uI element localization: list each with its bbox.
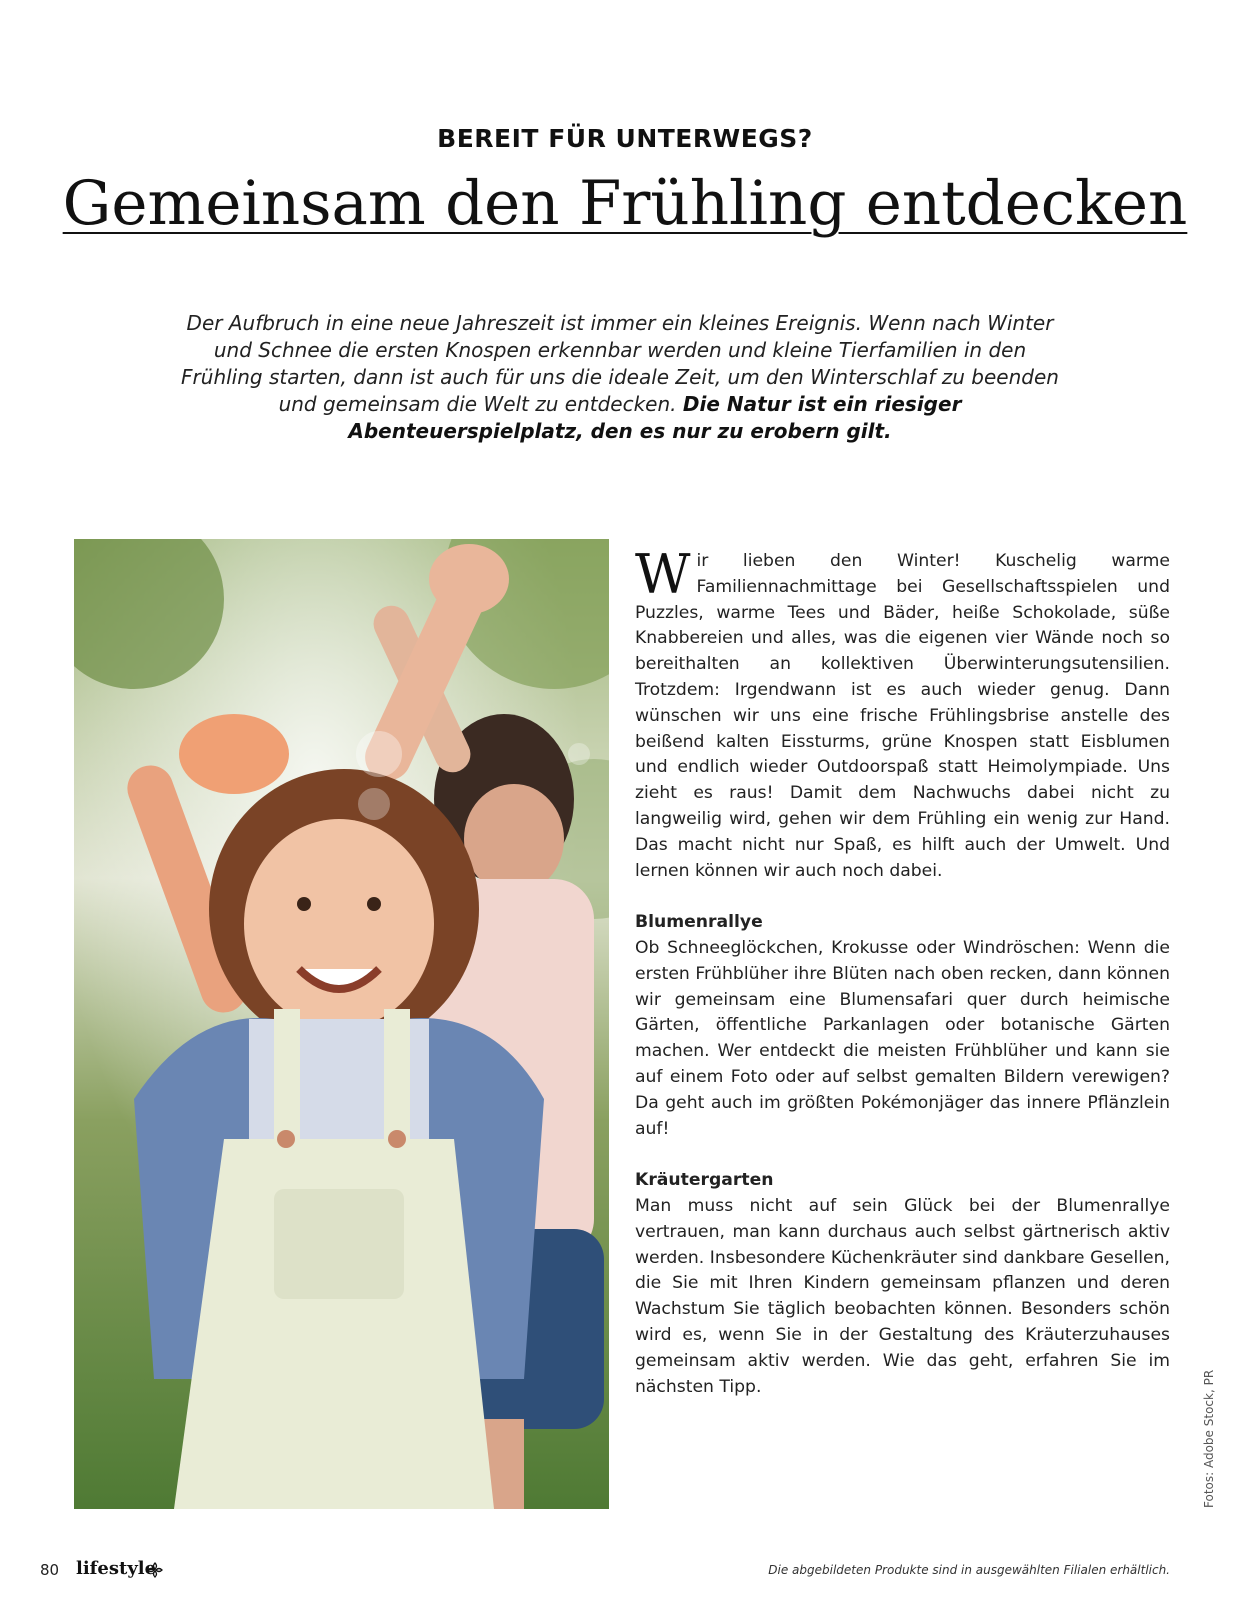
section-body-blumenrallye: Ob Schneeglöckchen, Krokusse oder Windröschen: Wenn die ersten Frühblüher ihre Blüten nach oben recken, dann können wir gemeinsam eine Blumensafari quer durch heimische Gärten, öffentliche Parkanlagen oder botanische Gärten machen. Wer entdeckt die meisten Frühblüher und kann sie auf einem Foto oder auf selbst gemalten Bildern verewigen? Da geht auch im größten Pokémonjäger das innere Pflänzlein auf! bbox=[635, 937, 1170, 1139]
article-body bbox=[635, 543, 1170, 1400]
page-title bbox=[0, 168, 1250, 240]
intro-paragraph bbox=[635, 543, 1170, 884]
intro-text: ir lieben den Winter! Kuschelig warme Familiennachmittage bei Gesellschaftsspielen und Puzzles, warme Tees und Bäder, heiße Schokolade, süße Knabbereien und alles, was die eigenen vier Wände noch so bereithalten an kollektiven Überwinterungsutensilien. Trotzdem: Irgendwann ist es auch wieder genug. Dann wünschen wir uns eine frische Frühlingsbrise anstelle des beißend kalten Eissturms, grüne Knospen statt Eisblumen und endlich wieder Outdoorspaß statt Heimolympiade. Uns zieht es raus! Damit dem Nachwuchs dabei nicht zu langweilig wird, gehen wir dem Frühling ein wenig zur Hand. Das macht nicht nur Spaß, es hilft auch der Umwelt. Und lernen können wir auch noch dabei. bbox=[635, 551, 1170, 881]
footer-note: Die abgebildeten Produkte sind in ausgewählten Filialen erhältlich. bbox=[768, 1563, 1170, 1577]
section-heading-blumenrallye: Blumenrallye bbox=[635, 912, 763, 933]
lead-paragraph bbox=[170, 310, 1070, 445]
section-heading-kraeutergarten: Kräutergarten bbox=[635, 1170, 774, 1191]
lead-bold-text: Die Natur ist ein riesiger Abenteuerspielplatz, den es nur zu erobern gilt. bbox=[348, 392, 962, 443]
brand-logo-text: lifestyle bbox=[76, 1558, 157, 1579]
photo-credit: Fotos: Adobe Stock, PR bbox=[1202, 1369, 1216, 1508]
lead-text: Der Aufbruch in eine neue Jahreszeit ist immer ein kleines Ereignis. Wenn nach Winter und Schnee die ersten Knospen erkennbar werden und kleine Tierfamilien in den Frühling starten, dann ist auch für uns die ideale Zeit, um den Winterschlaf zu beenden und gemeinsam die Welt zu entdecken. bbox=[181, 311, 1059, 416]
page-number: 80 bbox=[40, 1561, 60, 1579]
drop-cap: W bbox=[635, 543, 691, 606]
section-body-kraeutergarten: Man muss nicht auf sein Glück bei der Blumenrallye vertrauen, man kann durchaus auch selbst gärtnerisch aktiv werden. Insbesondere Küchenkräuter sind dankbare Gesellen, die Sie mit Ihren Kindern gemeinsam pflanzen und deren Wachstum Sie täglich beobachten können. Besonders schön wird es, wenn Sie in der Gestaltung des Kräuterzuhauses gemeinsam aktiv werden. Wie das geht, erfahren Sie im nächsten Tipp. bbox=[635, 1195, 1170, 1397]
brand-flower-icon bbox=[146, 1561, 164, 1579]
children-playing-illustration bbox=[74, 539, 609, 1509]
kicker: BEREIT FÜR UNTERWEGS? bbox=[437, 124, 813, 153]
article-photo bbox=[74, 539, 609, 1509]
page-title-text: Gemeinsam den Frühling entdecken bbox=[62, 168, 1188, 239]
